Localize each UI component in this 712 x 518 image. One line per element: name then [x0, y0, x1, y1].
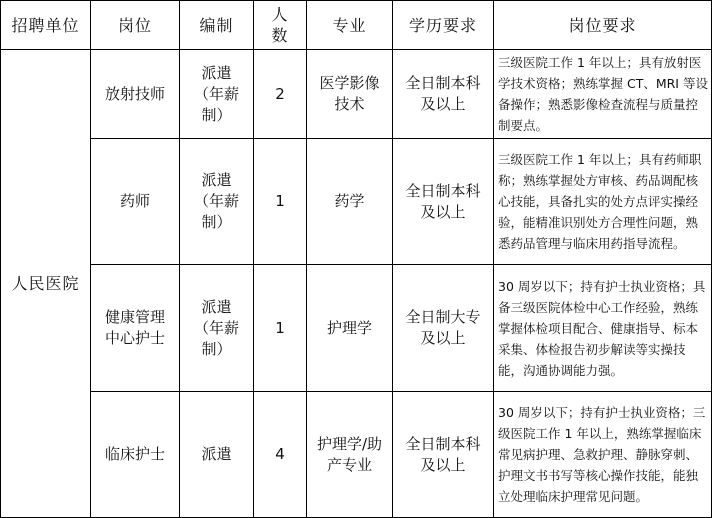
education-cell: 全日制大专及以上	[393, 265, 494, 392]
major-cell: 护理学	[307, 265, 393, 392]
count-cell: 1	[254, 265, 307, 392]
major-cell: 护理学/助产专业	[307, 392, 393, 518]
header-education: 学历要求	[393, 1, 494, 50]
requirements-cell: 30 周岁以下；持有护士执业资格；具备三级医院体检中心工作经验，熟练掌握体检项目配合、健康指导、标本采集、体检报告初步解读等实操技能，沟通协调能力强。	[494, 265, 712, 392]
header-row	[1, 1, 712, 50]
staffing-cell: 派遣（年薪制）	[180, 139, 254, 265]
header-count: 人数	[254, 1, 307, 50]
count-cell: 4	[254, 392, 307, 518]
table-row	[1, 139, 712, 265]
education-cell: 全日制本科及以上	[393, 50, 494, 139]
unit-cell: 人民医院	[1, 50, 91, 518]
position-cell: 临床护士	[91, 392, 180, 518]
header-unit: 招聘单位	[1, 1, 91, 50]
education-cell: 全日制本科及以上	[393, 392, 494, 518]
major-cell: 医学影像技术	[307, 50, 393, 139]
header-requirements: 岗位要求	[494, 1, 712, 50]
count-cell: 1	[254, 139, 307, 265]
table-row	[1, 50, 712, 139]
requirements-cell: 三级医院工作 1 年以上；具有放射医学技术资格；熟练掌握 CT、MRI 等设备操作；熟悉影像检查流程与质量控制要点。	[494, 50, 712, 139]
education-cell: 全日制本科及以上	[393, 139, 494, 265]
header-major: 专业	[307, 1, 393, 50]
requirements-cell: 三级医院工作 1 年以上；具有药师职称；熟练掌握处方审核、药品调配核心技能，具备扎实的处方点评实操经验，能精准识别处方合理性问题，熟悉药品管理与临床用药指导流程。	[494, 139, 712, 265]
header-position: 岗位	[91, 1, 180, 50]
staffing-cell: 派遣（年薪制）	[180, 50, 254, 139]
position-cell: 放射技师	[91, 50, 180, 139]
requirements-cell: 30 周岁以下；持有护士执业资格；三级医院工作 1 年以上，熟练掌握临床常见病护理、急救护理、静脉穿刺、护理文书书写等核心操作技能，能独立处理临床护理常见问题。	[494, 392, 712, 518]
position-cell: 药师	[91, 139, 180, 265]
table-row	[1, 392, 712, 518]
staffing-cell: 派遣	[180, 392, 254, 518]
header-staffing: 编制	[180, 1, 254, 50]
table-row	[1, 265, 712, 392]
major-cell: 药学	[307, 139, 393, 265]
position-cell: 健康管理中心护士	[91, 265, 180, 392]
count-cell: 2	[254, 50, 307, 139]
staffing-cell: 派遣（年薪制）	[180, 265, 254, 392]
